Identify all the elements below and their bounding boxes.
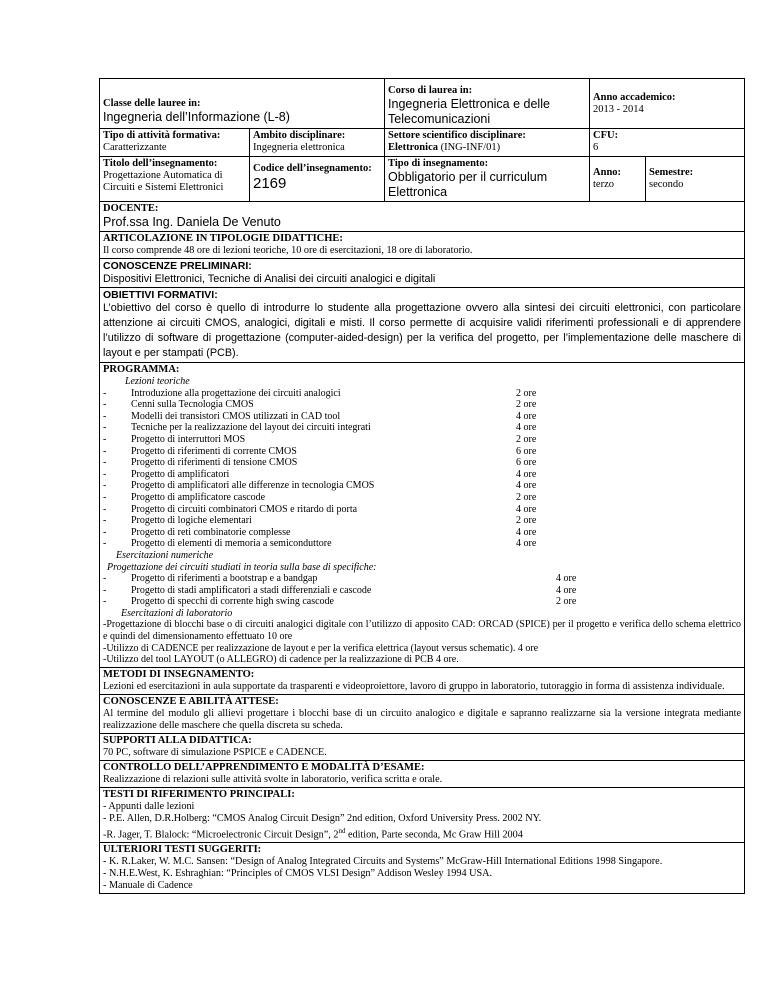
- lab-item-3: -Utilizzo del tool LAYOUT (o ALLEGRO) di cadence per la realizzazione di PCB 4 ore.: [103, 654, 459, 666]
- bullet-dash: -: [103, 526, 107, 538]
- metodi-cell: [100, 667, 745, 694]
- bullet-dash: -: [103, 457, 107, 469]
- bullet-dash: -: [103, 596, 107, 608]
- codice-cell: [250, 157, 385, 202]
- programma-item-title: Progetto di circuiti combinatori CMOS e ritardo di porta: [131, 503, 358, 515]
- anno-acc-cell: [590, 79, 745, 129]
- programma-item-hours: 4 ore: [516, 468, 537, 480]
- testi-item-1: - Appunti dalle lezioni: [103, 800, 195, 812]
- programma-item: [103, 585, 741, 597]
- programma-item-title: Progetto di amplificatori alle differenze in tecnologia CMOS: [131, 480, 375, 492]
- bullet-dash: -: [103, 399, 107, 411]
- programma-item: [103, 480, 741, 492]
- programma-item: [103, 492, 741, 504]
- programma-item-hours: 2 ore: [516, 491, 537, 503]
- testi-label: TESTI DI RIFERIMENTO PRINCIPALI:: [103, 788, 295, 800]
- classe-cell: [100, 79, 385, 129]
- programma-body: [103, 376, 741, 666]
- codice-value: 2169: [253, 175, 287, 192]
- programma-item-hours: 2 ore: [556, 596, 577, 608]
- tipo-ins-label: Tipo di insegnamento:: [388, 158, 489, 169]
- programma-item-title: Progetto di elementi di memoria a semiconduttore: [131, 538, 332, 550]
- course-table: [99, 78, 745, 894]
- programma-item: [103, 538, 741, 550]
- programma-item-title: Progetto di logiche elementari: [131, 515, 252, 527]
- bullet-dash: -: [103, 480, 107, 492]
- conoscenze-prel-text: Dispositivi Elettronici, Tecniche di Analisi dei circuiti analogici e digitali: [103, 273, 436, 285]
- bullet-dash: -: [103, 410, 107, 422]
- programma-item-title: Introduzione alla progettazione dei circuiti analogici: [131, 387, 341, 399]
- anno-value: terzo: [593, 179, 615, 190]
- classe-value: Ingegneria dell’Informazione (L-8): [103, 110, 290, 124]
- programma-item-title: Modelli dei transistori CMOS utilizzati in CAD tool: [131, 410, 341, 422]
- testi-item-2: - P.E. Allen, D.R.Holberg: “CMOS Analog Circuit Design” 2nd edition, Oxford University Press. 2002 NY.: [103, 812, 542, 824]
- docente-label: DOCENTE:: [103, 203, 159, 214]
- programma-item-title: Progetto di interruttori MOS: [131, 433, 246, 445]
- programma-item-title: Progetto di riferimenti a bootstrap e a bandgap: [131, 573, 318, 585]
- programma-item-title: Tecniche per la realizzazione del layout dei circuiti integrati: [131, 422, 371, 434]
- programma-item-hours: 6 ore: [516, 457, 537, 469]
- ulteriori-cell: [100, 843, 745, 894]
- programma-item-title: Progetto di amplificatore cascode: [131, 491, 266, 503]
- conoscenze-prel-label: CONOSCENZE PRELIMINARI:: [103, 260, 252, 272]
- programma-item-hours: 4 ore: [516, 538, 537, 550]
- controllo-cell: [100, 760, 745, 787]
- programma-item-title: Progetto di amplificatori: [131, 468, 230, 480]
- bullet-dash: -: [103, 422, 107, 434]
- programma-item: [103, 469, 741, 481]
- programma-cell: [100, 363, 745, 668]
- metodi-label: METODI DI INSEGNAMENTO:: [103, 668, 255, 680]
- settore-cell: [385, 129, 590, 157]
- tipo-cell: [100, 129, 250, 157]
- cfu-value: 6: [593, 142, 599, 153]
- bullet-dash: -: [103, 573, 107, 585]
- laboratorio-heading: Esercitazioni di laboratorio: [121, 607, 233, 619]
- ulteriori-item-3: - Manuale di Cadence: [103, 880, 193, 892]
- corso-cell: [385, 79, 590, 129]
- tipo-value: Caratterizzante: [103, 142, 167, 153]
- programma-item-hours: 6 ore: [516, 445, 537, 457]
- programma-item-hours: 2 ore: [516, 433, 537, 445]
- programma-item-hours: 4 ore: [516, 410, 537, 422]
- lab-item-1: -Progettazione di blocchi base o di circuiti analogici digitale con l’utilizzo di apposito CAD: ORCAD (SPICE) per il progetto e verifica dello schema elettrico e quindi del dimensionamento effettuato 10 ore: [103, 619, 742, 643]
- bullet-dash: -: [103, 387, 107, 399]
- semestre-value: secondo: [649, 179, 684, 190]
- programma-item: [103, 434, 741, 446]
- ulteriori-label: ULTERIORI TESTI SUGGERITI:: [103, 844, 262, 856]
- settore-value-bold: Elettronica: [388, 142, 438, 153]
- testi-item-3-sup: nd: [338, 826, 346, 835]
- obiettivi-label: OBIETTIVI FORMATIVI:: [103, 289, 218, 301]
- ulteriori-item-2: - N.H.E.West, K. Eshraghian: “Principles of CMOS VLSI Design” Addison Wesley 1994 USA.: [103, 868, 493, 880]
- semestre-label: Semestre:: [649, 167, 694, 178]
- bullet-dash: -: [103, 445, 107, 457]
- titolo-label: Titolo dell’insegnamento:: [103, 158, 218, 169]
- programma-item-title: Progetto di specchi di corrente high swing cascode: [131, 596, 334, 608]
- conoscenze-att-cell: [100, 694, 745, 733]
- bullet-dash: -: [103, 538, 107, 550]
- obiettivi-cell: [100, 288, 745, 363]
- programma-item-hours: 4 ore: [556, 584, 577, 596]
- metodi-text: Lezioni ed esercitazioni in aula supportate da trasparenti e videoproiettore, lavoro di gruppo in laboratorio, tutoraggio in forma di assistenza individuale.: [103, 680, 725, 692]
- bullet-dash: -: [103, 468, 107, 480]
- semestre-cell: [646, 157, 745, 202]
- tipo-ins-cell: [385, 157, 590, 202]
- esercitazioni-heading: Esercitazioni numeriche: [116, 549, 214, 561]
- programma-item: [103, 422, 741, 434]
- bullet-dash: -: [103, 491, 107, 503]
- supporti-cell: [100, 733, 745, 760]
- lab-item-2: -Utilizzo di CADENCE per realizzazione de layout e per la verifica elettrica (layout versus schematic). 4 ore: [103, 642, 539, 654]
- cfu-label: CFU:: [593, 130, 619, 141]
- anno-acc-label: Anno accademico:: [593, 91, 676, 103]
- codice-label: Codice dell’insegnamento:: [253, 163, 372, 174]
- ambito-label: Ambito disciplinare:: [253, 130, 346, 141]
- testi-cell: [100, 787, 745, 842]
- esercitazioni-list: [103, 573, 741, 608]
- conoscenze-prel-cell: [100, 259, 745, 288]
- conoscenze-att-text: Al termine del modulo gli allievi progettare i blocchi base di un circuito analogico e digitale e sapranno realizzarne sia la versione integrata mediante realizzazione delle maschere che quella discreta su scheda.: [103, 707, 742, 731]
- supporti-text: 70 PC, software di simulazione PSPICE e CADENCE.: [103, 746, 327, 758]
- anno-label: Anno:: [593, 167, 622, 178]
- anno-acc-value: 2013 - 2014: [593, 103, 644, 115]
- docente-name: Prof.ssa Ing. Daniela De Venuto: [103, 215, 281, 229]
- lezioni-heading: Lezioni teoriche: [125, 376, 190, 387]
- corso-value: Ingegneria Elettronica e delle Telecomunicazioni: [388, 97, 550, 126]
- bullet-dash: -: [103, 503, 107, 515]
- cfu-cell: [590, 129, 745, 157]
- classe-label: Classe delle lauree in:: [103, 98, 201, 109]
- articolazione-label: ARTICOLAZIONE IN TIPOLOGIE DIDATTICHE:: [103, 233, 343, 244]
- settore-label: Settore scientifico disciplinare:: [388, 130, 526, 141]
- lezioni-list: [103, 388, 741, 550]
- programma-item: [103, 596, 741, 608]
- programma-item: [103, 504, 741, 516]
- programma-item-title: Progetto di stadi amplificatori a stadi differenziali e cascode: [131, 584, 372, 596]
- controllo-text: Realizzazione di relazioni sulle attività svolte in laboratorio, verifica scritta e orale.: [103, 773, 443, 785]
- settore-value: [388, 142, 586, 154]
- ulteriori-item-1: - K. R.Laker, W. M.C. Sansen: “Design of Analog Integrated Circuits and Systems” McGraw-Hill International Editions 1998 Singapore.: [103, 856, 663, 868]
- programma-item-hours: 2 ore: [516, 399, 537, 411]
- bullet-dash: -: [103, 433, 107, 445]
- programma-item-title: Progetto di riferimenti di corrente CMOS: [131, 445, 297, 457]
- corso-label: Corso di laurea in:: [388, 85, 473, 96]
- esercitazioni-subheading: Progettazione dei circuiti studiati in teoria sulla base di specifiche:: [107, 561, 377, 573]
- programma-label: PROGRAMMA:: [103, 364, 180, 375]
- programma-item-hours: 4 ore: [516, 422, 537, 434]
- programma-item: [103, 527, 741, 539]
- programma-item-hours: 4 ore: [556, 573, 577, 585]
- programma-item: [103, 515, 741, 527]
- programma-item-hours: 4 ore: [516, 503, 537, 515]
- titolo-cell: [100, 157, 250, 202]
- supporti-label: SUPPORTI ALLA DIDATTICA:: [103, 734, 252, 746]
- bullet-dash: -: [103, 515, 107, 527]
- bullet-dash: -: [103, 584, 107, 596]
- tipo-ins-value: Obbligatorio per il curriculum Elettronica: [388, 170, 548, 199]
- testi-item-3-a: -R. Jager, T. Blalock: “Microelectronic Circuit Design”, 2: [103, 829, 339, 841]
- programma-item-title: Progetto di reti combinatorie complesse: [131, 526, 291, 538]
- programma-item: [103, 573, 741, 585]
- programma-item-title: Progetto di riferimenti di tensione CMOS: [131, 457, 298, 469]
- controllo-label: CONTROLLO DELL’APPRENDIMENTO E MODALITÀ D’ESAME:: [103, 761, 425, 773]
- programma-item-hours: 2 ore: [516, 387, 537, 399]
- programma-item: [103, 388, 741, 400]
- programma-item-hours: 4 ore: [516, 526, 537, 538]
- programma-item-title: Cenni sulla Tecnologia CMOS: [131, 399, 254, 411]
- anno-cell: [590, 157, 646, 202]
- programma-item: [103, 399, 741, 411]
- docente-cell: [100, 202, 745, 232]
- ambito-cell: [250, 129, 385, 157]
- testi-item-3: [103, 825, 741, 841]
- obiettivi-text: L’obiettivo del corso è quello di introdurre lo studente alla progettazione ovvero alla sintesi dei circuiti elettronici, con particolare attenzione ai circuiti CMOS, analogici, digitali e misti. Il corso permette di acquisire validi riferimenti professionali e di apprendere l’utilizzo di software di progettazione (computer-aided-design) per la verifica del progetto, per l’implementazione delle maschere di layout e per stampati (PCB).: [103, 302, 742, 359]
- conoscenze-att-label: CONOSCENZE E ABILITÀ ATTESE:: [103, 695, 279, 707]
- testi-item-3-b: edition, Parte seconda, Mc Graw Hill 2004: [345, 829, 523, 841]
- programma-item: [103, 411, 741, 423]
- articolazione-text: Il corso comprende 48 ore di lezioni teoriche, 10 ore di esercitazioni, 18 ore di laboratorio.: [103, 245, 473, 256]
- programma-item-hours: 4 ore: [516, 480, 537, 492]
- programma-item: [103, 457, 741, 469]
- titolo-value: Progettazione Automatica di Circuiti e Sistemi Elettronici: [103, 170, 224, 193]
- ambito-value: Ingegneria elettronica: [253, 142, 345, 153]
- tipo-label: Tipo di attività formativa:: [103, 130, 221, 141]
- programma-item-hours: 2 ore: [516, 515, 537, 527]
- settore-value-rest: (ING-INF/01): [437, 142, 501, 153]
- programma-item: [103, 446, 741, 458]
- course-sheet: [99, 78, 744, 894]
- articolazione-cell: [100, 232, 745, 259]
